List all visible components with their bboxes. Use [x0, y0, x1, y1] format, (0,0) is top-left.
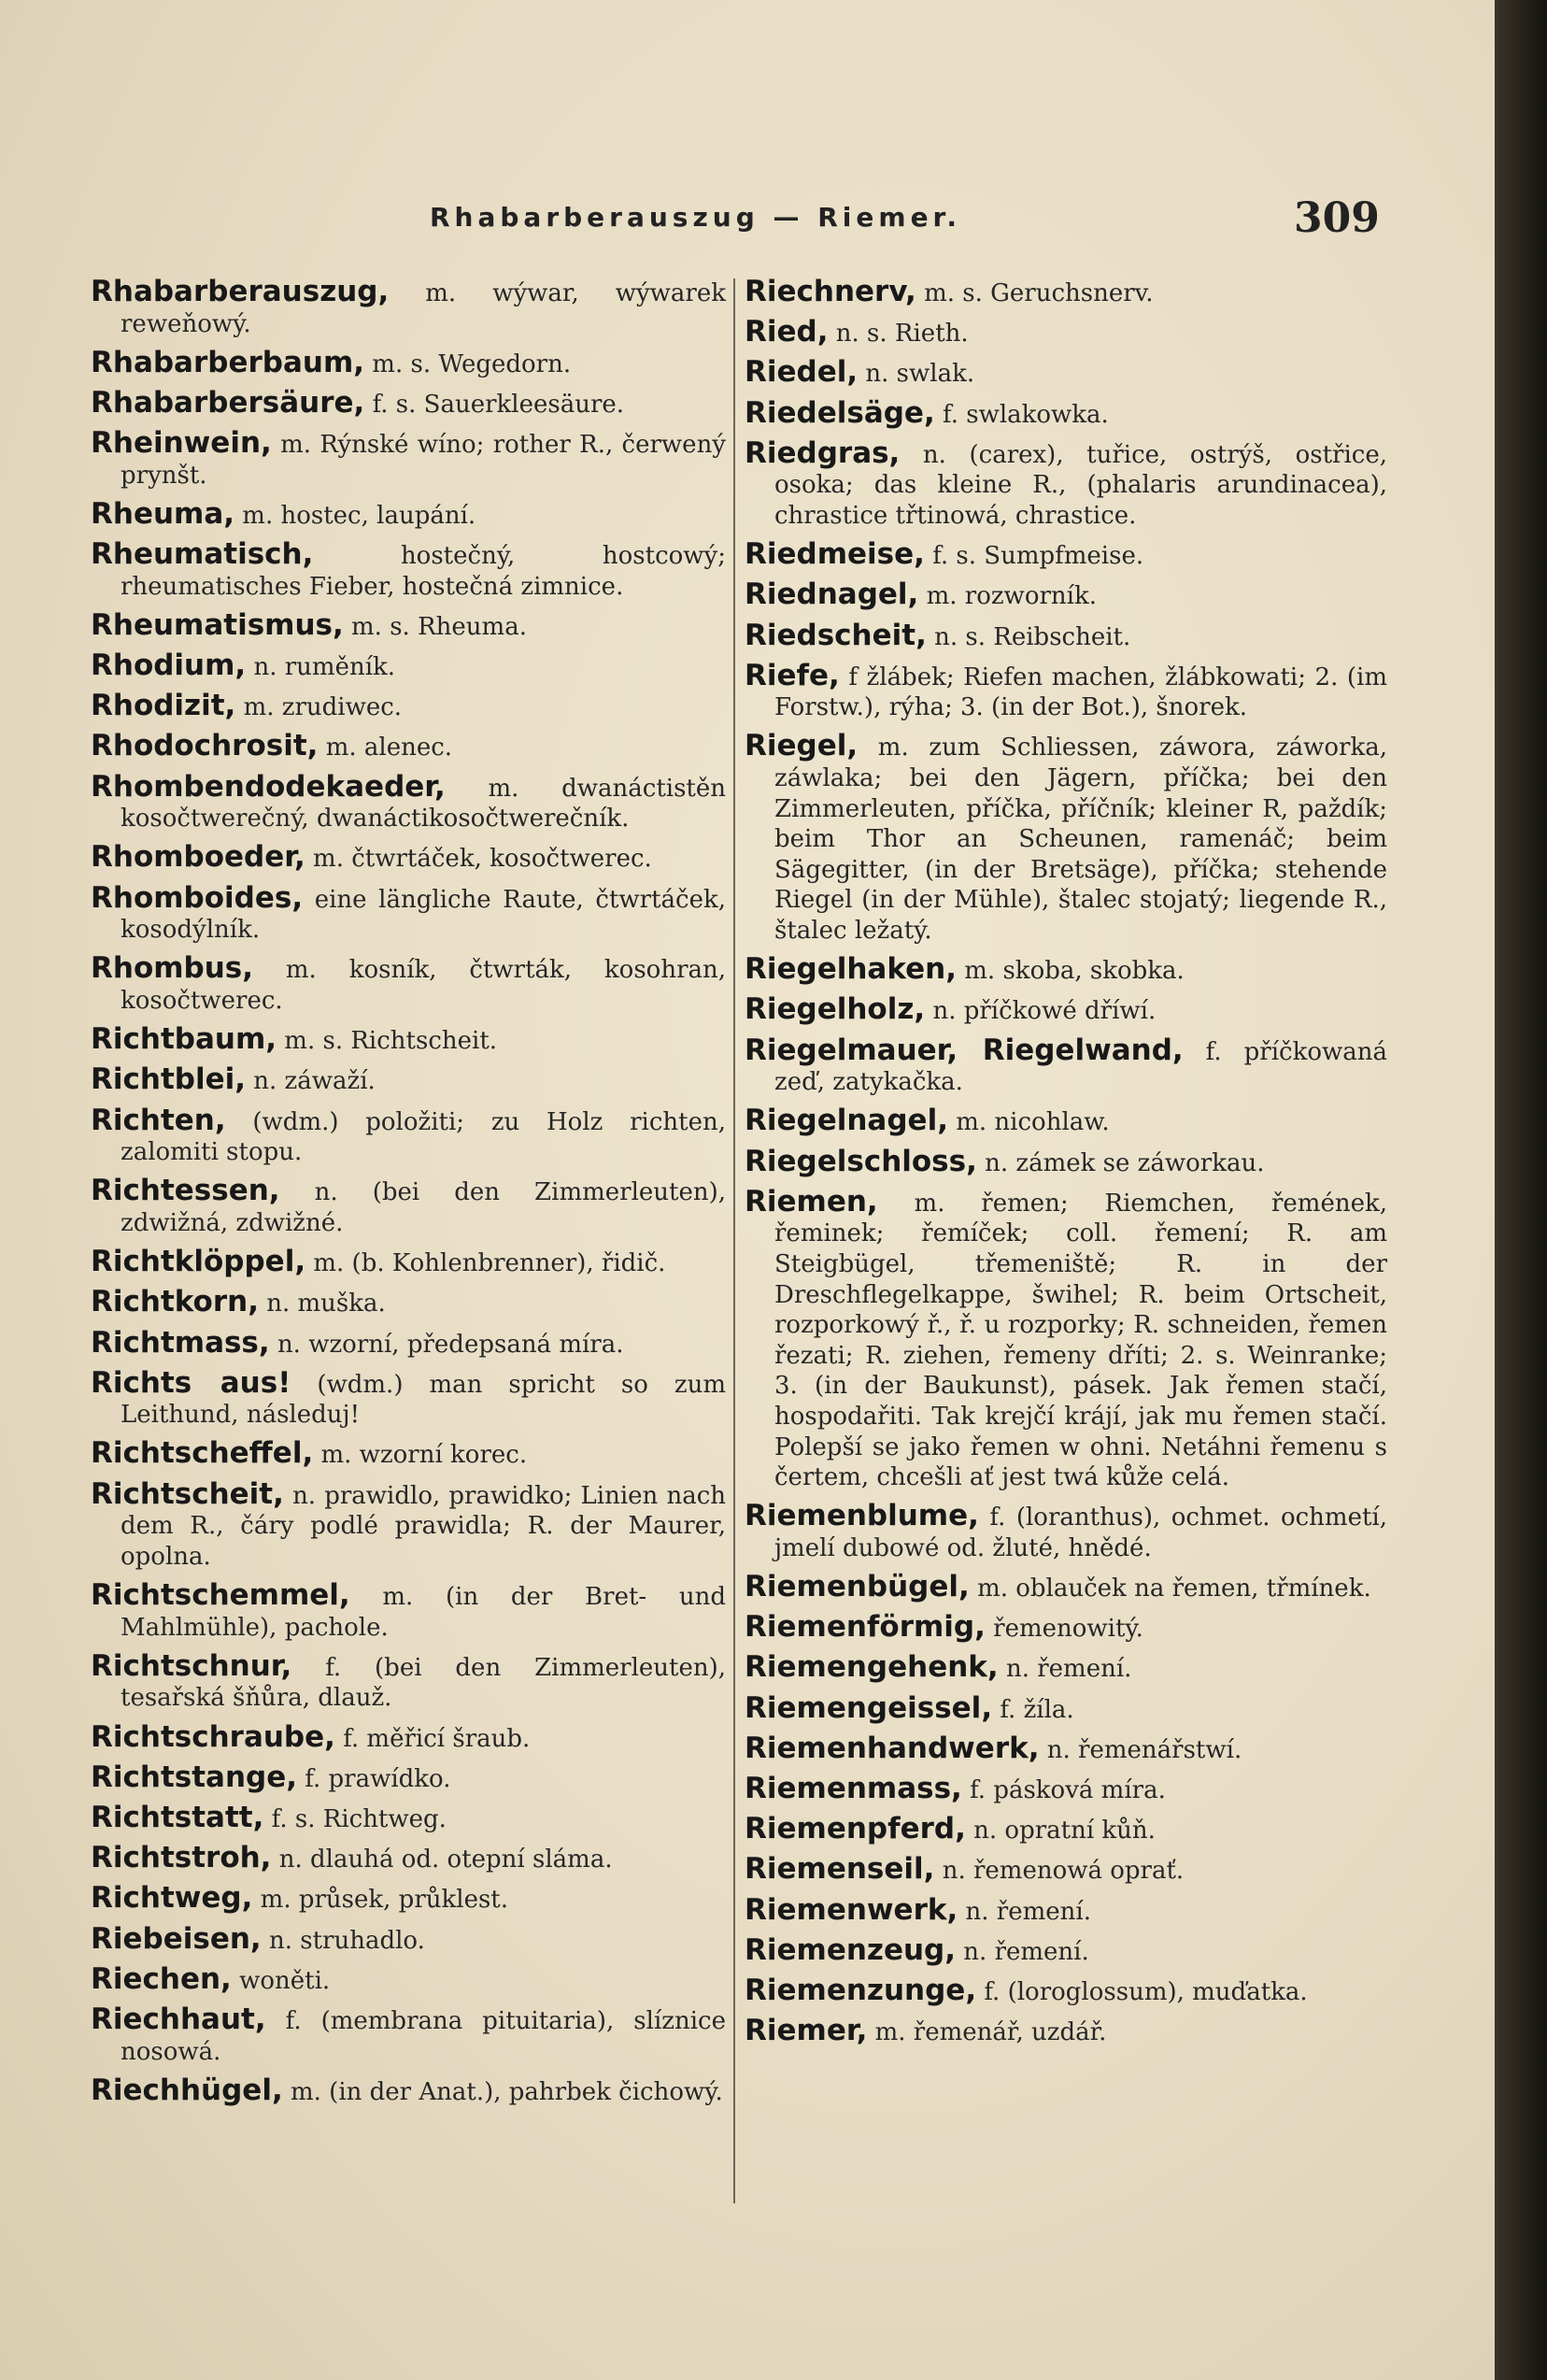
dictionary-entry — [91, 496, 726, 532]
entry-definition: n. wzorní, předepsaná míra. — [277, 1330, 624, 1359]
dictionary-entry — [745, 1892, 1387, 1928]
entry-definition: m. wýwar, wýwarek reweňowý. — [121, 279, 726, 338]
entry-headword: Riemengeissel, — [745, 1690, 993, 1725]
entry-headword: Riemenseil, — [745, 1852, 935, 1887]
dictionary-entry — [91, 1438, 726, 1471]
entry-definition: m. s. Richtscheit. — [284, 1027, 498, 1056]
entry-headword: Rhomboides, — [91, 880, 304, 915]
dictionary-entry — [91, 2075, 726, 2108]
entry-definition: f. swlakowka. — [943, 400, 1109, 429]
entry-headword: Richten, — [91, 1103, 226, 1137]
entry-definition: n. prawidlo, prawidko; Linien nach dem R., čáry podlé prawidla; R. der Maurer, opolna. — [121, 1481, 726, 1571]
dictionary-entry — [91, 1064, 726, 1097]
entry-definition: m. řemenář, uzdář. — [874, 2018, 1107, 2047]
entry-definition: f. (bei den Zimmerleuten), tesařská šňůra, dlauž. — [121, 1653, 727, 1713]
entry-definition: eine längliche Raute, čtwrtáček, kosodýlník. — [121, 885, 727, 945]
dictionary-entry — [91, 842, 726, 875]
dictionary-entry — [91, 1762, 726, 1795]
entry-headword: Richtscheit, — [91, 1476, 284, 1511]
dictionary-entry — [91, 1921, 726, 1957]
dictionary-entry — [91, 769, 726, 834]
dictionary-entry — [745, 1035, 1387, 1098]
entry-definition: m. rozworník. — [926, 582, 1097, 611]
dictionary-entry — [745, 2016, 1387, 2048]
entry-headword: Richtblei, — [91, 1062, 247, 1097]
dictionary-entry — [91, 880, 727, 946]
dictionary-entry — [745, 658, 1388, 723]
entry-headword: Richtschemmel, — [91, 1578, 350, 1613]
entry-headword: Richtschraube, — [91, 1719, 335, 1754]
entry-definition: f. měřicí šraub. — [343, 1724, 531, 1753]
running-header: Rhabarberauszug — Riemer. — [430, 202, 962, 233]
dictionary-entry — [745, 435, 1388, 532]
entry-definition: n. (bei den Zimmerleuten), zdwižná, zdwižné. — [121, 1178, 727, 1237]
entry-headword: Riechnerv, — [745, 275, 916, 308]
entry-definition: n. řemenářstwí. — [1046, 1735, 1242, 1764]
entry-headword: Riegelnagel, — [745, 1104, 948, 1138]
entry-headword: Rhodizit, — [91, 689, 236, 723]
entry-headword: Riemenbügel, — [745, 1570, 970, 1604]
entry-definition: n. s. Reibscheit. — [934, 622, 1131, 651]
entry-headword: Rheumatismus, — [91, 607, 344, 642]
entry-definition: f. prawídko. — [305, 1764, 451, 1793]
entry-headword: Riedscheit, — [745, 618, 927, 652]
entry-definition: n. s. Rieth. — [835, 320, 969, 349]
entry-definition: m. (in der Anat.), pahrbek čichowý. — [291, 2077, 723, 2106]
dictionary-entry — [745, 1184, 1387, 1493]
entry-definition: n. řemení. — [963, 1937, 1089, 1966]
dictionary-entry — [91, 1580, 726, 1643]
dictionary-entry — [91, 731, 726, 763]
entry-headword: Ried, — [745, 315, 829, 349]
entry-headword: Richtscheffel, — [91, 1436, 314, 1471]
entry-headword: Riemen, — [745, 1184, 878, 1219]
dictionary-entry — [91, 1287, 726, 1319]
entry-definition: řemenowitý. — [993, 1615, 1143, 1644]
entry-headword: Riemenzunge, — [745, 1973, 977, 2007]
entry-headword: Riedelsäge, — [745, 395, 935, 430]
entry-definition: f. (loranthus), ochmet. ochmetí, jmelí dubowé od. žluté, hnědé. — [774, 1504, 1387, 1562]
dictionary-entry — [91, 345, 726, 380]
entry-headword: Riegelmauer, Riegelwand, — [745, 1033, 1184, 1067]
dictionary-entry — [745, 539, 1387, 572]
entry-definition: n. řemení. — [1005, 1655, 1132, 1684]
entry-definition: m. oblauček na řemen, třmínek. — [977, 1575, 1371, 1603]
right-column — [745, 277, 1387, 2056]
entry-headword: Riemer, — [745, 2014, 868, 2048]
entry-definition: m. dwanáctistěn kosočtwerečný, dwanáctikosočtwerečník. — [121, 774, 726, 834]
dictionary-entry — [745, 1652, 1387, 1685]
entry-headword: Riemengehenk, — [745, 1650, 999, 1685]
entry-headword: Richtweg, — [91, 1881, 253, 1916]
entry-headword: Riegelhaken, — [745, 952, 958, 987]
dictionary-entry — [91, 1024, 726, 1057]
entry-headword: Richtklöppel, — [91, 1245, 306, 1279]
dictionary-entry — [745, 1612, 1387, 1645]
entry-definition: m. zrudiwec. — [243, 693, 403, 722]
entry-definition: hostečný, hostcowý; rheumatisches Fieber, hostečná zimnice. — [121, 542, 726, 601]
entry-definition: (wdm.) man spricht so zum Leithund, následuj! — [121, 1370, 726, 1430]
entry-headword: Riednagel, — [745, 577, 919, 612]
entry-definition: m. (in der Bret- und Mahlmühle), pachole. — [121, 1583, 726, 1642]
dictionary-entry — [91, 607, 726, 643]
dictionary-entry — [745, 579, 1387, 612]
entry-headword: Rheuma, — [91, 496, 235, 531]
dictionary-entry — [91, 1800, 726, 1835]
entry-headword: Rhabarbersäure, — [91, 385, 365, 420]
dictionary-entry — [745, 1572, 1387, 1604]
entry-definition: m. zum Schliessen, záwora, záworka, záwlaka; bei den Jägern, příčka; bei den Zimmerleuten, příčka, příčník; kleiner R, paždík; beim Thor an Scheunen, ramenáč; beim Sägegitter, (in der Bretsäge), příčka; stehende Riegel (in der Mühle), štalec stojatý; liegende R., štalec ležatý. — [774, 734, 1387, 946]
entry-headword: Richts aus! — [91, 1365, 291, 1400]
dictionary-entry — [745, 731, 1387, 946]
dictionary-entry — [745, 357, 1387, 390]
entry-definition: f. s. Sauerkleesäure. — [372, 390, 625, 419]
dictionary-entry — [91, 385, 726, 420]
entry-headword: Riegel, — [745, 729, 859, 763]
dictionary-entry — [91, 1648, 727, 1714]
dictionary-entry — [91, 1247, 726, 1279]
entry-headword: Richtstatt, — [91, 1800, 264, 1834]
entry-headword: Rhombendodekaeder, — [91, 769, 446, 804]
dictionary-entry — [91, 1476, 726, 1573]
dictionary-entry — [91, 1105, 726, 1168]
dictionary-entry — [91, 1961, 726, 1997]
entry-definition: m. průsek, průklest. — [260, 1886, 509, 1915]
entry-headword: Richtessen, — [91, 1174, 280, 1208]
entry-headword: Richtschnur, — [91, 1648, 292, 1683]
dictionary-entry — [745, 994, 1387, 1027]
entry-definition: f. s. Richtweg. — [271, 1804, 447, 1833]
dictionary-entry — [745, 277, 1387, 309]
entry-headword: Richtbaum, — [91, 1022, 277, 1057]
dictionary-entry — [745, 1854, 1387, 1887]
entry-headword: Riedmeise, — [745, 537, 925, 572]
dictionary-entry — [91, 1365, 726, 1431]
entry-headword: Rhabarberbaum, — [91, 345, 365, 379]
entry-headword: Richtstroh, — [91, 1841, 272, 1875]
dictionary-entry — [745, 1975, 1387, 2008]
entry-definition: m. nicohlaw. — [956, 1108, 1110, 1137]
entry-definition: m. s. Rheuma. — [351, 612, 527, 641]
entry-headword: Riedel, — [745, 355, 859, 390]
entry-definition: f žlábek; Riefen machen, žlábkowati; 2. (im Forstw.), rýha; 3. (in der Bot.), šnorek. — [774, 663, 1388, 722]
entry-headword: Rhomboeder, — [91, 840, 305, 875]
entry-definition: m. hostec, laupání. — [242, 501, 476, 530]
dictionary-entry — [91, 650, 726, 683]
dictionary-entry — [91, 953, 726, 1016]
dictionary-entry — [91, 277, 726, 339]
entry-definition: n. záwaží. — [253, 1067, 376, 1096]
entry-definition: m. wzorní korec. — [320, 1441, 528, 1470]
entry-headword: Riemenhandwerk, — [745, 1731, 1040, 1765]
book-spine-edge — [1495, 0, 1547, 2380]
entry-definition: f. (loroglossum), muďatka. — [984, 1977, 1308, 2006]
dictionary-entry — [91, 1843, 726, 1875]
entry-headword: Rhodochrosit, — [91, 729, 319, 763]
dictionary-entry — [745, 1733, 1387, 1766]
entry-definition: n. řemení. — [965, 1897, 1091, 1926]
entry-definition: (wdm.) položiti; zu Holz richten, zalomiti stopu. — [121, 1107, 727, 1167]
entry-definition: n. příčkowé dříwí. — [932, 997, 1157, 1026]
dictionary-entry — [745, 317, 1387, 349]
entry-definition: n. ruměník. — [253, 653, 396, 682]
entry-definition: n. zámek se záworkau. — [985, 1148, 1265, 1177]
entry-definition: m. kosník, čtwrták, kosohran, kosočtwerec. — [121, 956, 727, 1015]
dictionary-entry — [745, 1932, 1387, 1968]
entry-headword: Rhombus, — [91, 951, 254, 986]
entry-headword: Rheinwein, — [91, 426, 272, 461]
dictionary-entry — [745, 1690, 1387, 1726]
entry-headword: Riemenförmig, — [745, 1610, 986, 1645]
entry-headword: Rhodium, — [91, 648, 247, 683]
entry-headword: Riemenblume, — [745, 1499, 979, 1533]
entry-headword: Rheumatisch, — [91, 537, 314, 572]
dictionary-entry — [91, 1325, 726, 1361]
entry-definition: m. s. Geruchsnerv. — [924, 279, 1154, 307]
entry-headword: Riefe, — [745, 658, 840, 692]
dictionary-entry — [91, 1719, 726, 1755]
entry-definition: n. muška. — [266, 1290, 386, 1318]
dictionary-entry — [91, 539, 726, 602]
entry-definition: f. žíla. — [1000, 1695, 1074, 1724]
dictionary-entry — [91, 691, 726, 723]
dictionary-entry — [745, 954, 1387, 987]
entry-definition: f. (membrana pituitaria), slíznice nosowá. — [121, 2006, 726, 2066]
entry-headword: Rhabarberauszug, — [91, 275, 390, 308]
dictionary-entry — [91, 1176, 726, 1238]
dictionary-entry — [745, 1774, 1387, 1806]
entry-headword: Richtmass, — [91, 1325, 270, 1360]
dictionary-entry — [91, 428, 726, 491]
entry-headword: Richtkorn, — [91, 1285, 259, 1319]
dictionary-entry — [91, 2004, 726, 2067]
left-column — [91, 277, 726, 2116]
entry-definition: n. (carex), tuřice, ostrýš, ostřice, osoka; das kleine R., (phalaris arundinacea), chrastice třtinowá, chrastice. — [774, 440, 1388, 530]
entry-definition: m. s. Wegedorn. — [372, 349, 572, 378]
dictionary-entry — [745, 395, 1387, 431]
entry-definition: m. Rýnské wíno; rother R., čerwený prynšt. — [121, 431, 726, 490]
entry-headword: Riemenwerk, — [745, 1892, 958, 1927]
entry-definition: m. (b. Kohlenbrenner), řidič. — [313, 1249, 666, 1278]
column-divider — [733, 278, 735, 2203]
entry-definition: m. čtwrtáček, kosočtwerec. — [313, 845, 652, 874]
entry-headword: Riechen, — [91, 1961, 232, 1996]
entry-headword: Riechhügel, — [91, 2073, 283, 2107]
entry-headword: Riebeisen, — [91, 1921, 262, 1956]
entry-headword: Riegelschloss, — [745, 1144, 977, 1178]
entry-definition: f. s. Sumpfmeise. — [932, 542, 1144, 571]
dictionary-entry — [91, 1883, 726, 1916]
entry-definition: f. příčkowaná zeď, zatykačka. — [774, 1037, 1387, 1097]
dictionary-entry — [745, 1105, 1387, 1138]
dictionary-entry — [745, 1501, 1387, 1563]
entry-definition: m. alenec. — [325, 734, 453, 762]
entry-headword: Richtstange, — [91, 1760, 298, 1794]
entry-definition: m. skoba, skobka. — [964, 957, 1185, 986]
entry-definition: n. dlauhá od. otepní sláma. — [278, 1846, 613, 1874]
entry-definition: woněti. — [239, 1966, 331, 1995]
dictionary-entry — [745, 1144, 1387, 1179]
entry-definition: n. struhadlo. — [268, 1926, 425, 1955]
entry-definition: n. řemenowá oprať. — [942, 1857, 1185, 1886]
entry-headword: Riemenpferd, — [745, 1812, 966, 1846]
page-number: 309 — [1294, 194, 1380, 242]
entry-definition: m. řemen; Riemchen, řemének, řeminek; řemíček; coll. řemení; R. am Steigbügel, třemeniště; R. in der Dreschflegelkappe, šwihel; R. beim Ortscheit, rozporkowý ř., ř. u rozporky; R. schneiden, řemen řezati; R. ziehen, řemeny dříti; 2. s. Weinranke; 3. (in der Baukunst), pásek. Jak řemen stačí, hospodařiti. Tak krejčí krájí, jak mu řemen stačí. Polepší se jako řemen w ohni. Netáhni řemenu s čertem, chcešli ať jest twá kůže celá. — [774, 1189, 1387, 1492]
entry-definition: n. opratní kůň. — [973, 1817, 1156, 1846]
entry-headword: Riechhaut, — [91, 2002, 266, 2036]
entry-definition: f. pásková míra. — [970, 1776, 1166, 1804]
entry-definition: n. swlak. — [865, 360, 975, 389]
entry-headword: Riegelholz, — [745, 992, 926, 1027]
dictionary-entry — [745, 1814, 1387, 1846]
dictionary-entry — [745, 620, 1387, 653]
entry-headword: Riemenmass, — [745, 1772, 962, 1805]
entry-headword: Riemenzeug, — [745, 1932, 957, 1967]
entry-headword: Riedgras, — [745, 435, 901, 470]
